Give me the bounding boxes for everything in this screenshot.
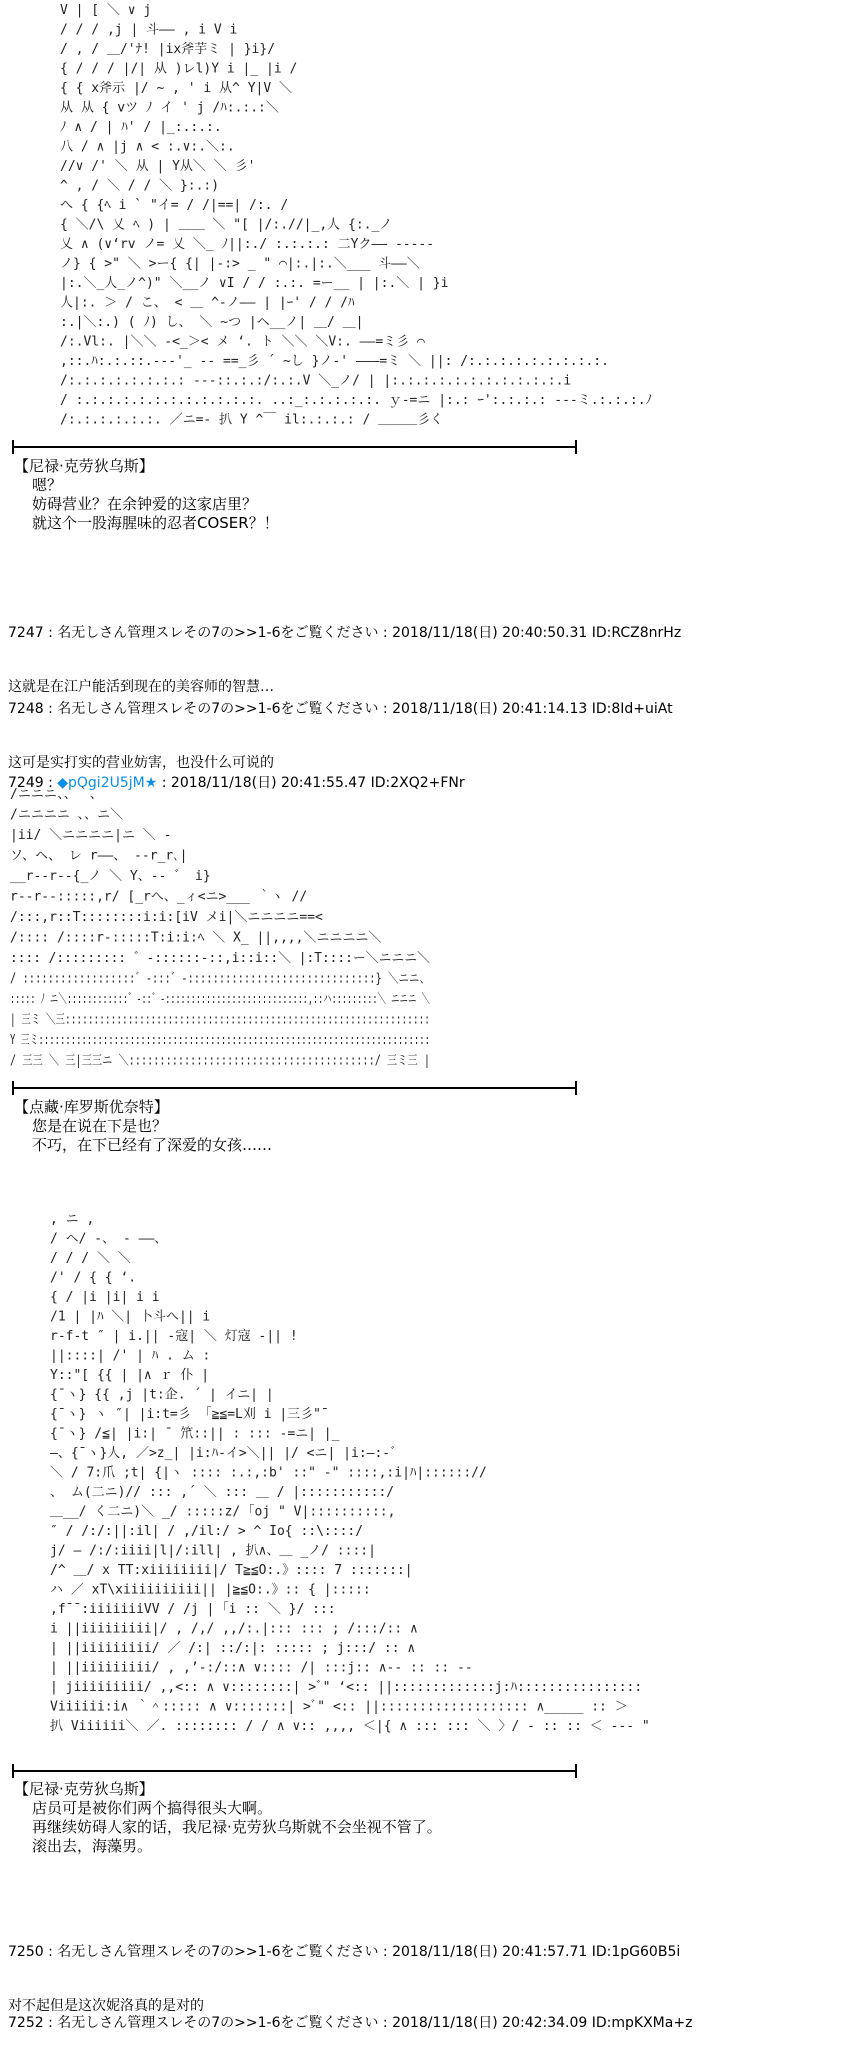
ascii-art-line: 乂 ∧ (∨‘rv ノ= 乂 ＼_ ﾉ||:./ :.:.:.: 二Yク—— ----- [60,237,435,252]
ascii-art-line: 八 / ∧ |j ∧ < :.∨:.＼:. [60,139,235,155]
ascii-art-line: /:::: /::::r-:::::T:i:i:ﾍ ＼ X_ ||,,,,＼ニニニニ＼ [10,930,382,946]
ascii-art-line: ＿__/ く二ニ)＼ _/ :::::z/ ｢oj " V|::::::::::, [50,1504,396,1520]
ascii-art-line: //∨ /' ＼ 从 | Y从＼ ＼ 彡' [60,159,256,174]
post-body: 对不起但是这次妮洛真的是对的 [8,1998,204,2014]
ascii-art-line: ,::.ﾊ:.:.::.---'_ -- ==_彡 ´ ~し }ノ-' ———=ミ ＼ ||: /:.:.:.:.:.:.:.:.:. [60,354,609,369]
speech-line: 您是在说在下是也？ [32,1117,168,1135]
speech-line: 再继续妨碍人家的话，我尼禄·克劳狄乌斯就不会坐视不管了。 [32,1818,442,1836]
ascii-art-line: —、{¯ヽ}人, ／>z_| |i:ﾊ-イ>＼|| |/ <ニ| |i:—:-゛ [50,1446,404,1461]
ascii-art-line: V | [ ＼ ∨ j [60,3,152,18]
speech-line: 嗯？ [32,476,63,494]
ascii-art-line: /^ ＿/ x TT:xiiiiiiii|/ T≧≦O:.》:::: 7 :::::::| [50,1563,413,1578]
ascii-art-line: __r--r--{_ノ ＼ Y、-- ゛ i} [10,869,211,884]
speech-block [14,457,279,533]
post-header: 7248 : 名无しさん管理スレその7の>>1-6をご覧ください : 2018/11/18(日) 20:41:14.13 ID:8Id+uiAt [8,701,673,717]
ascii-art-line: / ヘ/ ‐、 ‐ ——、 [50,1231,168,1247]
ascii-art-line: /:.:.:.:.:.:.:.: ---::.:.:/:.:.V ＼_ノ/ | |:.:.:.:.:.:.:.:.:.:.:.i [60,373,572,389]
speech-line: 店员可是被你们两个搞得很头大啊。 [32,1799,273,1817]
ascii-art-line: , ニ , [50,1212,95,1227]
ascii-art-line: / / / ＼ ＼ [50,1251,131,1266]
ascii-art-line: /:.Vl:. |＼＼ -<_＞< メ ‘. ト ＼＼ ＼V:. ——=ミ彡 ⌒ [60,334,425,350]
ascii-art-line: {¯ヽ} {{ ,j |t:企. ´ | イニ| | [50,1387,274,1403]
ascii-art-line: ^ , / ＼ / / ＼ }:.:) [60,178,220,194]
ascii-art-line: | ||iiiiiiiii/ , ,’-:/::∧ ∨:::: /| :::j:: ∧-- :: :: -- [50,1660,473,1676]
ascii-art-line: r-f-t ″ | i.|| ‐寇| ＼ 灯寇 ‐|| ! [50,1329,298,1344]
ascii-art-line: /:.:.:.:.:.:. ／ニ=- 扒 Y ^￣ il:.:.:.: / ＿＿＿彡く [60,412,444,428]
speech-block [14,1098,272,1155]
ascii-art-line: 人|:. ＞ / こ、 < ＿ ^-ノ—— | |ｰ' / / /ﾊ [60,295,355,311]
speaker-name: 【尼禄·克劳狄乌斯】 [14,1780,154,1798]
post-number: 7249 : [8,775,58,791]
ascii-art-line: 扒 Viiiiii＼ ／. :::::::: / / ∧ ∨:: ,,,, ＜|{ ∧ ::: ::: ＼ 〉/ - :: :: ＜ --- " [50,1719,650,1734]
tripcode-link[interactable]: ◆pOgi2U5jM [57,775,145,791]
ascii-art-line: /1 | |ﾊ ＼| 卜斗へ|| i [50,1309,211,1325]
ascii-art-line: /ニニニ、、｀、 [10,787,103,802]
ascii-art-line: ソ、ヘ、 レ r——、 ‐‐r_r､| [10,848,188,864]
separator-rule [12,1764,577,1778]
ascii-art-yunate [0,770,850,1080]
speech-line: 就这个一股海腥味的忍者COSER？！ [32,514,279,532]
ascii-art-line: / , / ＿/'ﾅ! |ix斧芋ミ | }i}/ [60,42,276,57]
ascii-art-line: :::: /::::::::: ゛-::::::-::,i::i::＼ |:T::::ー＼ニニニ＼ [10,951,430,966]
speech-block [14,1780,442,1856]
ascii-art-line: | jiiiiiiiii/ ,,<:: ∧ ∨::::::::| >ﾞ" ‘<:: ||:::::::::::::j:ﾊ:::::::::::::::: [50,1680,643,1695]
ascii-art-canvas [0,1205,850,1765]
ascii-art-line: / / / ,j | 斗—— , i V i [60,22,238,38]
speech-line: 妨碍营业？在余钟爱的这家店里？ [32,495,258,513]
ascii-art-line: j/ ― /:/:iiii|l|/:ill| , 扒∧、＿ _ノ/ ::::| [50,1543,376,1559]
ascii-art-line: ＼ / 7:爪 ;t| {|ヽ :::: :.:,:b' ::" ‐" ::::,:i|ﾊ|::::::// [50,1465,487,1481]
post-header: 7252 : 名无しさん管理スレその7の>>1-6をご覧ください : 2018/11/18(日) 20:42:34.09 ID:mpKXMa+z [8,2015,693,2031]
ascii-art-line: ||::::| /' | ﾊ . ム : [50,1348,211,1364]
ascii-art-line: ″ / /:/:||:il| / ,/il:/ > ^ Io{ ::\::::/ [50,1524,364,1539]
ascii-art-line: |ii/ ＼ニニニニ|ニ ＼ ‐ [10,828,172,843]
ascii-art-line: {¯ヽ} /≦| |i:| ¯ 笊::|| : ::: -=ニ| |_ [50,1426,340,1442]
separator-rule [12,1081,577,1095]
speech-line: 不巧，在下已经有了深爱的女孩…… [32,1136,273,1154]
ascii-art-line: Y::"[ {{ | |∧ ｒ 仆 | [50,1368,210,1383]
ascii-art-line: 、 ム(二ニ)// ::: ,´ ＼ ::: ＿ / |:::::::::::/ [50,1485,395,1500]
speaker-name: 【点藏·库罗斯优奈特】 [14,1098,169,1116]
ascii-art-line: { ＼/\ 乂 ﾍ ) | ＿＿ ＼ "[ |/:.//|_,人 {:._ノ [60,217,393,233]
ascii-art-line: { { x斧示 |/ ~ , ' i 从^ Y|V ＼ [60,81,293,96]
ascii-art-nero-bottom [0,1205,850,1765]
ascii-art-nero-top [0,0,850,440]
ascii-art-line: {¯ヽ} ヽ ″| |i:t=彡 「≧≦=L刈 i |三彡"¯ [50,1407,329,1422]
ascii-art-line: | 三ミ ＼三:::::::::::::::::::::::::::::::::::::::::::::::::::::::::::::::: [10,1012,430,1028]
ascii-art-line: { / |i |i| i i [50,1290,160,1305]
ascii-art-line: へ { {ﾍ i ` "イ= / /|==| /:. / [60,198,289,213]
ascii-art-line: ::::: ﾉ ニ＼::::::::::::゛-::゛-::::::::::::::::::::::::::::,::ハ:::::::::＼ ニニニ ＼ [10,992,431,1007]
ascii-art-line: 从 从 { vツ ﾉ イ ' j /ﾊ:.:.:＼ [60,100,279,116]
ascii-art-line: i ||iiiiiiiii|/ , /,/ ,,/:.|::: ::: ; /:::/:: ∧ [50,1621,418,1637]
ascii-art-line: |:.＼_人_ノ^)" ＼__ノ ∨I / / :.:. =ー__ | |:.＼ | }i [60,276,449,291]
ascii-art-line: Y 三ミ::::::::::::::::::::::::::::::::::::::::::::::::::::::::::::::::::::::::: [10,1033,430,1048]
ascii-art-line: | ||iiiiiiiii/ ／ /:| ::/:|: ::::: ; j:::/ :: ∧ [50,1641,416,1656]
ascii-art-line: ,f¯¯:iiiiiiiVV / /j | ｢i :: ＼ }/ ::: [50,1602,336,1617]
ascii-art-line: /' / { { ‘. [50,1270,137,1286]
post-body: 这可是实打实的营业妨害，也没什么可说的 [8,755,274,771]
ascii-art-line: / ::::::::::::::::::゛-:::゛-::::::::::::::::::::::::::::::} ＼ニニ、 [10,971,430,987]
post-header: 7250 : 名无しさん管理スレその7の>>1-6をご覧ください : 2018/11/18(日) 20:41:57.71 ID:1pG60B5i [8,1944,681,1960]
ascii-art-line: / :.:.:.:.:.:.:.:.:.:.:.:. ..:_:.:.:.:.:. ｙ-=ニ |:.: ｰ':.:.:.: ---ミ.:.:.:.ﾉ [60,393,653,408]
ascii-art-line: r--r--:::::,r/ [_rへ、_ィ<ニ>___ ｀ヽ // [10,889,308,905]
post-timestamp: : 2018/11/18(日) 20:41:55.47 ID:2XQ2+FNr [157,775,465,791]
speech-line: 滚出去，海藻男。 [32,1837,153,1855]
ascii-art-line: ハ ／ xT\xiiiiiiiiii|| |≧≦O:.》:: { |::::: [50,1582,371,1598]
star-icon: ★ [144,775,158,791]
ascii-art-line: :.|＼:.) ( ﾉ) し、 ＼ ~つ |ヘ__ノ| ＿/ ＿| [60,315,364,330]
speaker-name: 【尼禄·克劳狄乌斯】 [14,457,154,475]
ascii-art-canvas [0,0,850,440]
ascii-art-canvas [0,770,850,1080]
ascii-art-line: / 三三 ＼ 三|三三ニ ＼::::::::::::::::::::::::::::::::::::::::/ 三ミ三 | [10,1053,430,1069]
ascii-art-line: Viiiiii:i∧ ｀＾::::: ∧ ∨:::::::| >ﾞ" <:: ||::::::::::::::::::: ∧_____ :: ＞ [50,1699,628,1715]
ascii-art-line: /:::,r::T::::::::i:i:[iV メi|＼ニニニニ==< [10,910,323,925]
separator-rule [12,440,577,454]
post-7252 [8,1978,692,2050]
post-body: 这就是在江户能活到现在的美容师的智慧… [8,679,274,695]
ascii-art-line: ノ} { >" ＼ >ー{ {| |-:> _ " ⌒|:.|:.＼___ 斗——＼ [60,256,420,272]
ascii-art-line: { / / / |/| 从 )レl)Y i |_ |i / [60,61,298,77]
ascii-art-line: ﾉ ∧ / | ﾊ' / |_:.:.:. [60,120,222,135]
post-header: 7247 : 名无しさん管理スレその7の>>1-6をご覧ください : 2018/11/18(日) 20:40:50.31 ID:RCZ8nrHz [8,625,682,641]
ascii-art-line: /ニニニニ 、、ニ＼ [10,807,124,823]
